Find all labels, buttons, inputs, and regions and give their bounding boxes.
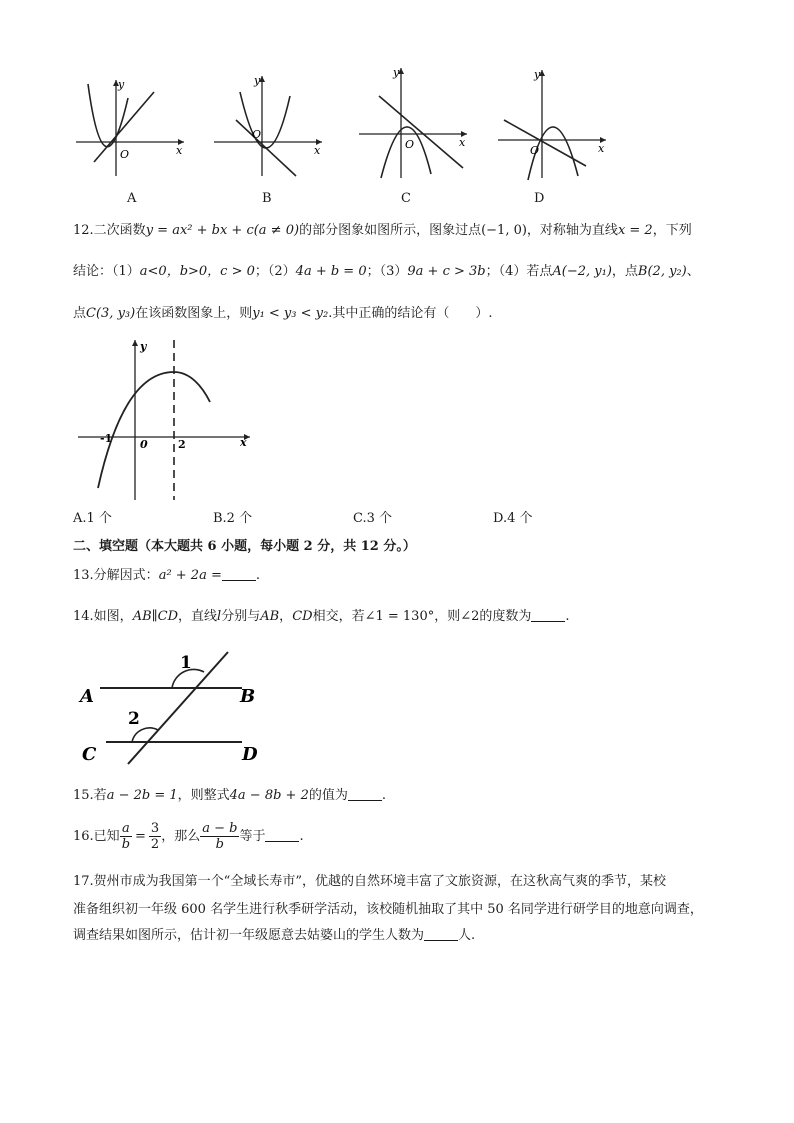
q12-choice-a[interactable]: A.1 个 (73, 511, 112, 526)
q12-line-3: 点C(3, y₃)在该函数图象上，则y₁ < y₃ < y₂.其中正确的结论有（ ）. (73, 306, 493, 321)
option-graph-b (210, 72, 328, 182)
q15-line: 15.若a − 2b = 1，则整式4a − 8b + 2的值为 . (73, 788, 386, 803)
axis-label-y: y (118, 78, 125, 91)
fraction-a-minus-b-over-b: $\frac{a - b}{b}$ (202, 821, 238, 852)
option-graph-a (72, 72, 190, 182)
q12-line-1: 12.二次函数y = ax² + bx + c(a ≠ 0)的部分图象如图所示，图象过点(−1, 0)，对称轴为直线x = 2，下列 (73, 223, 692, 238)
origin-label: 0 (140, 438, 148, 451)
q14-line: 14.如图，AB∥CD，直线l分别与AB，CD相交，若∠1 = 130°，则∠2的度数为 . (73, 609, 570, 624)
origin-label: O (120, 148, 130, 161)
origin-label: O (405, 138, 415, 151)
q12-choice-d[interactable]: D.4 个 (493, 511, 533, 526)
q12-choice-b[interactable]: B.2 个 (213, 511, 253, 526)
option-graph-c (355, 64, 473, 182)
q12-line-2: 结论：（1）a<0，b>0，c > 0；（2）4a + b = 0；（3）9a + c > 3b；（4）若点A(−2, y₁)，点B(2, y₂)、 (73, 264, 700, 279)
answer-blank[interactable] (531, 607, 565, 622)
q12-choice-c[interactable]: C.3 个 (353, 511, 393, 526)
axis-label-x: x (459, 136, 466, 149)
option-label-b: B (262, 191, 272, 206)
axis-label-x: x (176, 144, 183, 157)
option-label-c: C (401, 191, 411, 206)
option-label-a: A (127, 191, 137, 206)
point-label-c: C (82, 744, 97, 765)
q17-line-3: 调查结果如图所示，估计初一年级愿意去姑婆山的学生人数为 人. (73, 928, 476, 943)
q12-parabola-graph (74, 338, 256, 502)
tick-label-minus-one: -1 (100, 432, 113, 445)
answer-blank[interactable] (348, 786, 382, 801)
point-label-d: D (242, 744, 258, 765)
angle-label-1: 1 (180, 653, 192, 673)
q16-line: 16.已知 $\frac{a}{b}$ = $\frac{3}{2}$ ，那么 $\frac{a - b}{b}$ 等于 . (73, 821, 304, 852)
axis-label-y: y (254, 74, 261, 87)
origin-label: O (252, 128, 262, 141)
fraction-a-over-b: $\frac{a}{b}$ (121, 821, 131, 852)
axis-label-y: y (393, 66, 400, 79)
q17-line-1: 17.贺州市成为我国第一个“全域长寿市”，优越的自然环境丰富了文旅资源，在这秋高气爽的季节，某校 (73, 874, 666, 889)
point-label-a: A (80, 686, 94, 707)
point-label-b: B (240, 686, 256, 707)
axis-label-y: y (140, 340, 147, 353)
axis-label-x: x (314, 144, 321, 157)
q14-parallel-lines-figure (76, 648, 276, 768)
q17-line-2: 准备组织初一年级 600 名学生进行秋季研学活动，该校随机抽取了其中 50 名同学进行研学目的地意向调查， (73, 902, 703, 917)
option-graph-d (494, 66, 612, 182)
origin-label: O (530, 144, 540, 157)
axis-label-x: x (240, 436, 247, 449)
answer-blank[interactable] (265, 827, 299, 842)
axis-label-x: x (598, 142, 605, 155)
answer-blank[interactable] (222, 566, 256, 581)
option-label-d: D (534, 191, 545, 206)
axis-label-y: y (534, 68, 541, 81)
angle-label-2: 2 (128, 709, 140, 729)
fraction-three-halves: $\frac{3}{2}$ (150, 821, 160, 852)
answer-blank[interactable] (424, 926, 458, 941)
tick-label-two: 2 (178, 438, 186, 451)
q13-line: 13.分解因式：a² + 2a = . (73, 568, 260, 583)
section-heading: 二、填空题（本大题共 6 小题，每小题 2 分，共 12 分。） (73, 539, 416, 554)
